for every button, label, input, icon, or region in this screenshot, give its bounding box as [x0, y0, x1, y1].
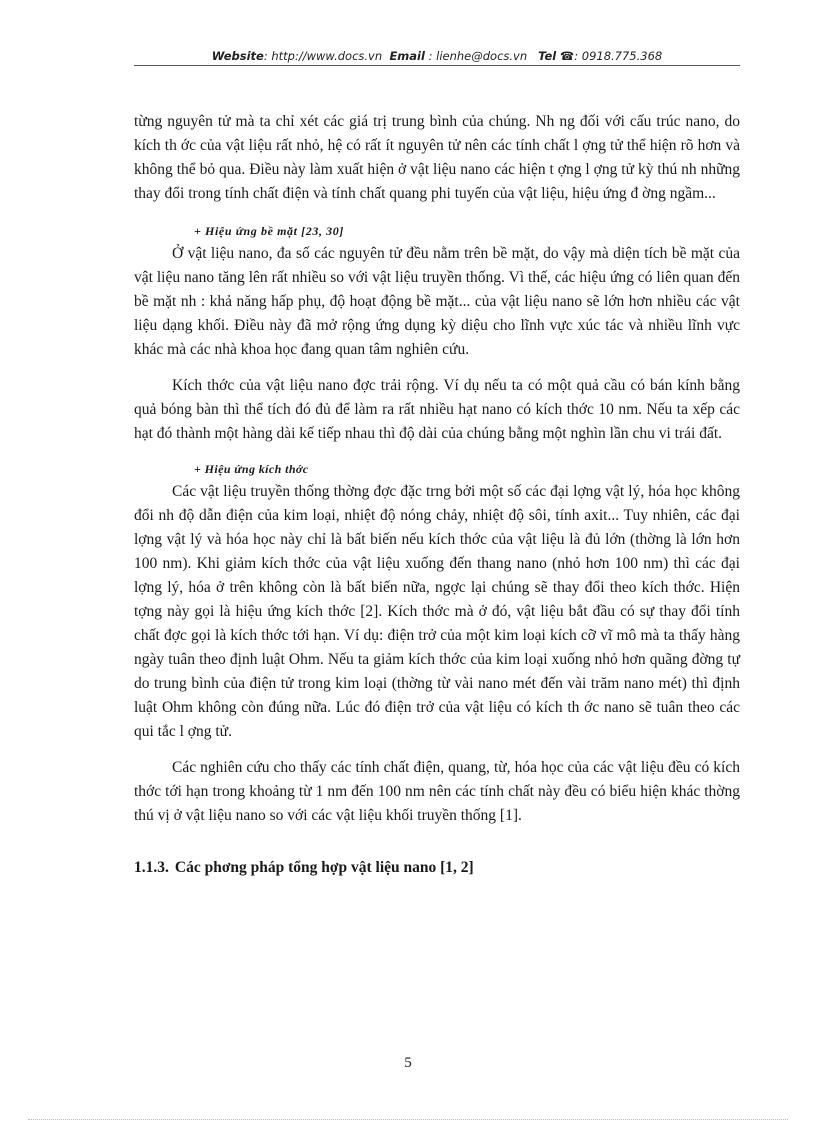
- paragraph-1: từng nguyên tử mà ta chỉ xét các giá trị trung bình của chúng. Nh ng đối với cấu trúc nano, do kích th ớc của vật liệu rất nhỏ, hệ có rất ít nguyên tử nên các tính chất l ợng tử thể hiện rõ hơn và không thể bỏ qua. Điều này làm xuất hiện ở vật liệu nano các hiện t ợng l ợng tử kỳ thú nh những thay đổi trong tính chất điện và tính chất quang phi tuyến của vật liệu, hiệu ứng đ ờng ngầm...: [134, 113, 740, 202]
- heading-size-effect: + Hiệu ứng kích thớc: [194, 462, 309, 476]
- page-body: [134, 110, 740, 880]
- section-heading: [134, 856, 740, 880]
- heading-surface-effect: + Hiệu ứng bề mặt [23, 30]: [194, 224, 344, 238]
- email-value[interactable]: : lienhe@docs.vn: [428, 49, 528, 63]
- section-number: 1.1.3.: [134, 859, 169, 876]
- website-label: Website: [211, 49, 264, 63]
- page-header: [134, 49, 740, 63]
- paragraph-3: Kích thớc của vật liệu nano đợc trải rộng. Ví dụ nếu ta có một quả cầu có bán kính bằng quả bóng bàn thì thể tích đó đủ để làm ra rất nhiều hạt nano có kích thớc 10 nm. Nếu ta xếp các hạt đó thành một hàng dài kế tiếp nhau thì độ dài của chúng bằng một nghìn lần chu vi trái đất.: [134, 377, 740, 442]
- email-label: Email: [389, 49, 425, 63]
- tel-label: Tel: [538, 49, 557, 63]
- header-divider: [134, 65, 740, 66]
- website-value[interactable]: : http://www.docs.vn: [263, 49, 383, 63]
- section-title: Các phơng pháp tổng hợp vật liệu nano [1, 2]: [174, 859, 474, 876]
- paragraph-2: Ở vật liệu nano, đa số các nguyên tử đều nằm trên bề mặt, do vậy mà diện tích bề mặt của vật liệu nano tăng lên rất nhiều so với vật liệu truyền thống. Vì thế, các hiệu ứng có liên quan đến bề mặt nh : khả năng hấp phụ, độ hoạt động bề mặt... của vật liệu nano sẽ lớn hơn nhiều các vật liệu dạng khối. Điều này đã mở rộng ứng dụng kỳ diệu cho lĩnh vực xúc tác và nhiều lĩnh vực khác mà các nhà khoa học đang quan tâm nghiên cứu.: [134, 245, 740, 358]
- paragraph-5: Các nghiên cứu cho thấy các tính chất điện, quang, từ, hóa học của các vật liệu đều có kích thớc tới hạn trong khoảng từ 1 nm đến 100 nm nên các tính chất này đều có biểu hiện khác thờng thú vị ở vật liệu nano so với các vật liệu khối truyền thống [1].: [134, 759, 740, 824]
- paragraph-4: Các vật liệu truyền thống thờng đợc đặc trng bởi một số các đại lợng vật lý, hóa học không đổi nh độ dẫn điện của kim loại, nhiệt độ nóng chảy, nhiệt độ sôi, tính axit... Tuy nhiên, các đại lợng vật lý và hóa học này chỉ là bất biến nếu kích thớc của vật liệu là đủ lớn (thờng là lớn hơn 100 nm). Khi giảm kích thớc của vật liệu xuống đến thang nano (nhỏ hơn 100 nm) thì các đại lợng lý, hóa ở trên không còn là bất biến nữa, ngợc lại chúng sẽ thay đổi theo kích thớc. Hiện tợng này gọi là hiệu ứng kích thớc [2]. Kích thớc mà ở đó, vật liệu bắt đầu có sự thay đổi tính chất đợc gọi là kích thớc tới hạn. Ví dụ: điện trở của một kim loại kích cỡ vĩ mô mà ta thấy hàng ngày tuân theo định luật Ohm. Nếu ta giảm kích thớc của kim loại xuống nhỏ hơn quãng đờng tự do trung bình của điện tử trong kim loại (thờng từ vài nano mét đến vài trăm nano mét) thì định luật Ohm không còn đúng nữa. Lúc đó điện trở của vật liệu có kích th ớc nano sẽ tuân theo các qui tắc l ợng tử.: [134, 483, 740, 740]
- page-number: 5: [404, 1055, 412, 1071]
- page-bottom-divider: [28, 1119, 788, 1120]
- tel-value: : 0918.775.368: [574, 49, 663, 63]
- phone-icon: ☎: [559, 49, 575, 63]
